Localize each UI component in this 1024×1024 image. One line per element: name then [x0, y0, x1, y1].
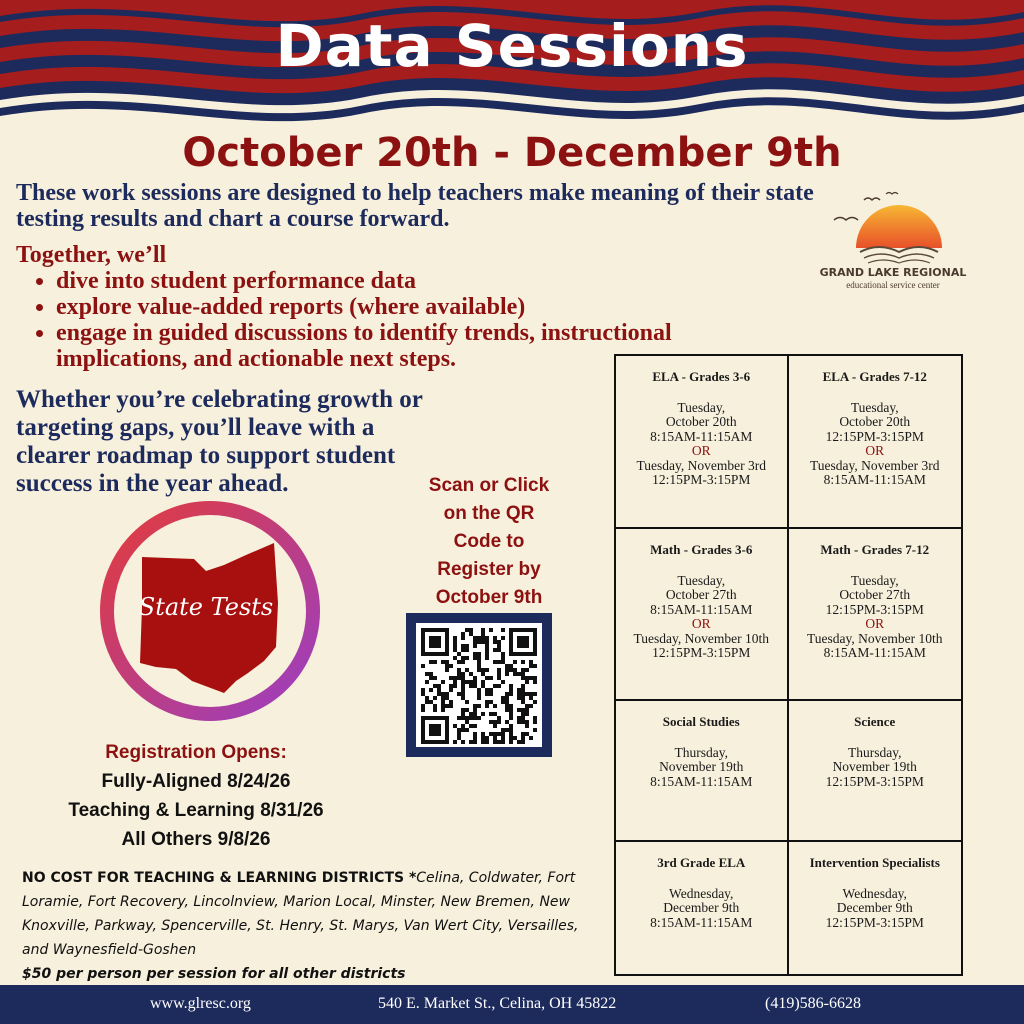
- session-line: October 20th: [839, 414, 911, 429]
- pricing-info: [22, 866, 582, 986]
- session-line: Tuesday, November 3rd: [810, 457, 940, 473]
- session-line: 8:15AM-11:15AM: [823, 645, 926, 660]
- session-cell: [789, 701, 962, 842]
- intro-text: These work sessions are designed to help teachers make meaning of their state testing results and chart a course forward.: [16, 180, 814, 232]
- session-line: 12:15PM-3:15PM: [825, 914, 924, 930]
- list-item: • dive into student performance data: [56, 268, 796, 294]
- session-line: Tuesday, November 3rd: [636, 457, 766, 473]
- address-text: 540 E. Market St., Celina, OH 45822: [378, 995, 617, 1012]
- session-line: 12:15PM-3:15PM: [825, 601, 924, 617]
- page-title: Data Sessions: [275, 12, 749, 80]
- qr-icon: [416, 623, 542, 747]
- scan-line: on the QR: [443, 503, 535, 524]
- session-line: Tuesday,: [677, 399, 726, 415]
- session-line: 12:15PM-3:15PM: [825, 773, 924, 789]
- logo-name: GRAND LAKE REGIONAL: [819, 266, 967, 279]
- or-separator: OR: [691, 443, 711, 458]
- website-link[interactable]: www.glresc.org: [150, 995, 251, 1012]
- session-cell: [789, 842, 962, 974]
- session-line: 8:15AM-11:15AM: [650, 914, 753, 930]
- session-title: 3rd Grade ELA: [657, 855, 746, 870]
- session-cell: [789, 529, 962, 701]
- schedule-grid: [614, 354, 963, 976]
- footer-bar: [0, 985, 1024, 1024]
- registration-info: [16, 738, 376, 854]
- session-cell: [616, 529, 789, 701]
- session-line: Wednesday,: [669, 885, 734, 901]
- qr-code-background: [416, 623, 542, 747]
- session-line: October 27th: [839, 587, 911, 602]
- logo-subtitle: educational service center: [846, 280, 940, 290]
- list-item: • engage in guided discussions to identify trends, instructional implications, and actionable next steps.: [56, 320, 796, 372]
- registration-title: Registration Opens:: [105, 742, 287, 763]
- session-line: Tuesday, November 10th: [633, 630, 769, 646]
- session-title: Science: [854, 714, 896, 729]
- session-line: 8:15AM-11:15AM: [650, 428, 753, 444]
- no-cost-label: NO COST FOR TEACHING & LEARNING DISTRICTS *: [22, 870, 417, 886]
- session-line: November 19th: [659, 759, 744, 774]
- or-separator: OR: [865, 443, 885, 458]
- scan-line: October 9th: [435, 587, 543, 608]
- session-line: Wednesday,: [842, 885, 907, 901]
- session-line: 8:15AM-11:15AM: [823, 472, 926, 487]
- together-heading: Together, we’ll: [16, 242, 167, 268]
- ohio-state-icon: [96, 497, 324, 725]
- session-line: December 9th: [836, 900, 913, 915]
- scan-line: Register by: [437, 559, 541, 580]
- session-title: Social Studies: [662, 714, 740, 729]
- scan-line: Scan or Click: [428, 475, 550, 496]
- closing-text: Whether you’re celebrating growth or targeting gaps, you’ll leave with a clearer roadmap to support student success in the year ahead.: [16, 386, 423, 497]
- session-title: ELA - Grades 3-6: [652, 369, 751, 384]
- session-line: 8:15AM-11:15AM: [650, 601, 753, 617]
- date-range: October 20th - December 9th: [182, 130, 842, 176]
- session-line: 12:15PM-3:15PM: [652, 472, 751, 487]
- session-line: 12:15PM-3:15PM: [652, 645, 751, 660]
- session-line: Thursday,: [848, 744, 902, 760]
- scan-line: Code to: [453, 531, 525, 552]
- session-cell: [616, 701, 789, 842]
- session-line: October 20th: [665, 414, 737, 429]
- session-line: October 27th: [665, 587, 737, 602]
- phone-text: (419)586-6628: [765, 995, 861, 1012]
- fee-text: $50 per person per session for all other districts: [22, 966, 406, 982]
- badge-text: State Tests: [138, 593, 274, 621]
- session-cell: [789, 356, 962, 529]
- session-line: Tuesday,: [677, 572, 726, 588]
- qr-code[interactable]: [406, 613, 552, 757]
- session-line: 8:15AM-11:15AM: [650, 773, 753, 789]
- session-title: Math - Grades 3-6: [650, 542, 753, 557]
- session-title: Intervention Specialists: [809, 855, 940, 870]
- session-cell: [616, 842, 789, 974]
- session-line: Thursday,: [674, 744, 728, 760]
- or-separator: OR: [691, 616, 711, 631]
- session-line: Tuesday,: [850, 572, 899, 588]
- list-item: • explore value-added reports (where available): [56, 294, 796, 320]
- session-title: Math - Grades 7-12: [820, 542, 930, 557]
- district-list: Celina, Coldwater, Fort Loramie, Fort Recovery, Lincolnview, Marion Local, Minster, New Bremen, New Knoxville, Parkway, Spencerville, St. Henry, St. Marys, Van Wert City, Versailles, and Waynesfield-Goshen: [22, 870, 579, 958]
- session-line: December 9th: [663, 900, 740, 915]
- session-line: November 19th: [832, 759, 917, 774]
- session-line: Tuesday,: [850, 399, 899, 415]
- or-separator: OR: [865, 616, 885, 631]
- session-line: Tuesday, November 10th: [807, 630, 943, 646]
- registration-line: All Others 9/8/26: [121, 829, 271, 850]
- registration-line: Teaching & Learning 8/31/26: [68, 800, 324, 821]
- registration-line: Fully-Aligned 8/24/26: [101, 771, 291, 792]
- session-title: ELA - Grades 7-12: [822, 369, 927, 384]
- scan-instructions: [416, 472, 562, 612]
- session-cell: [616, 356, 789, 529]
- session-line: 12:15PM-3:15PM: [825, 428, 924, 444]
